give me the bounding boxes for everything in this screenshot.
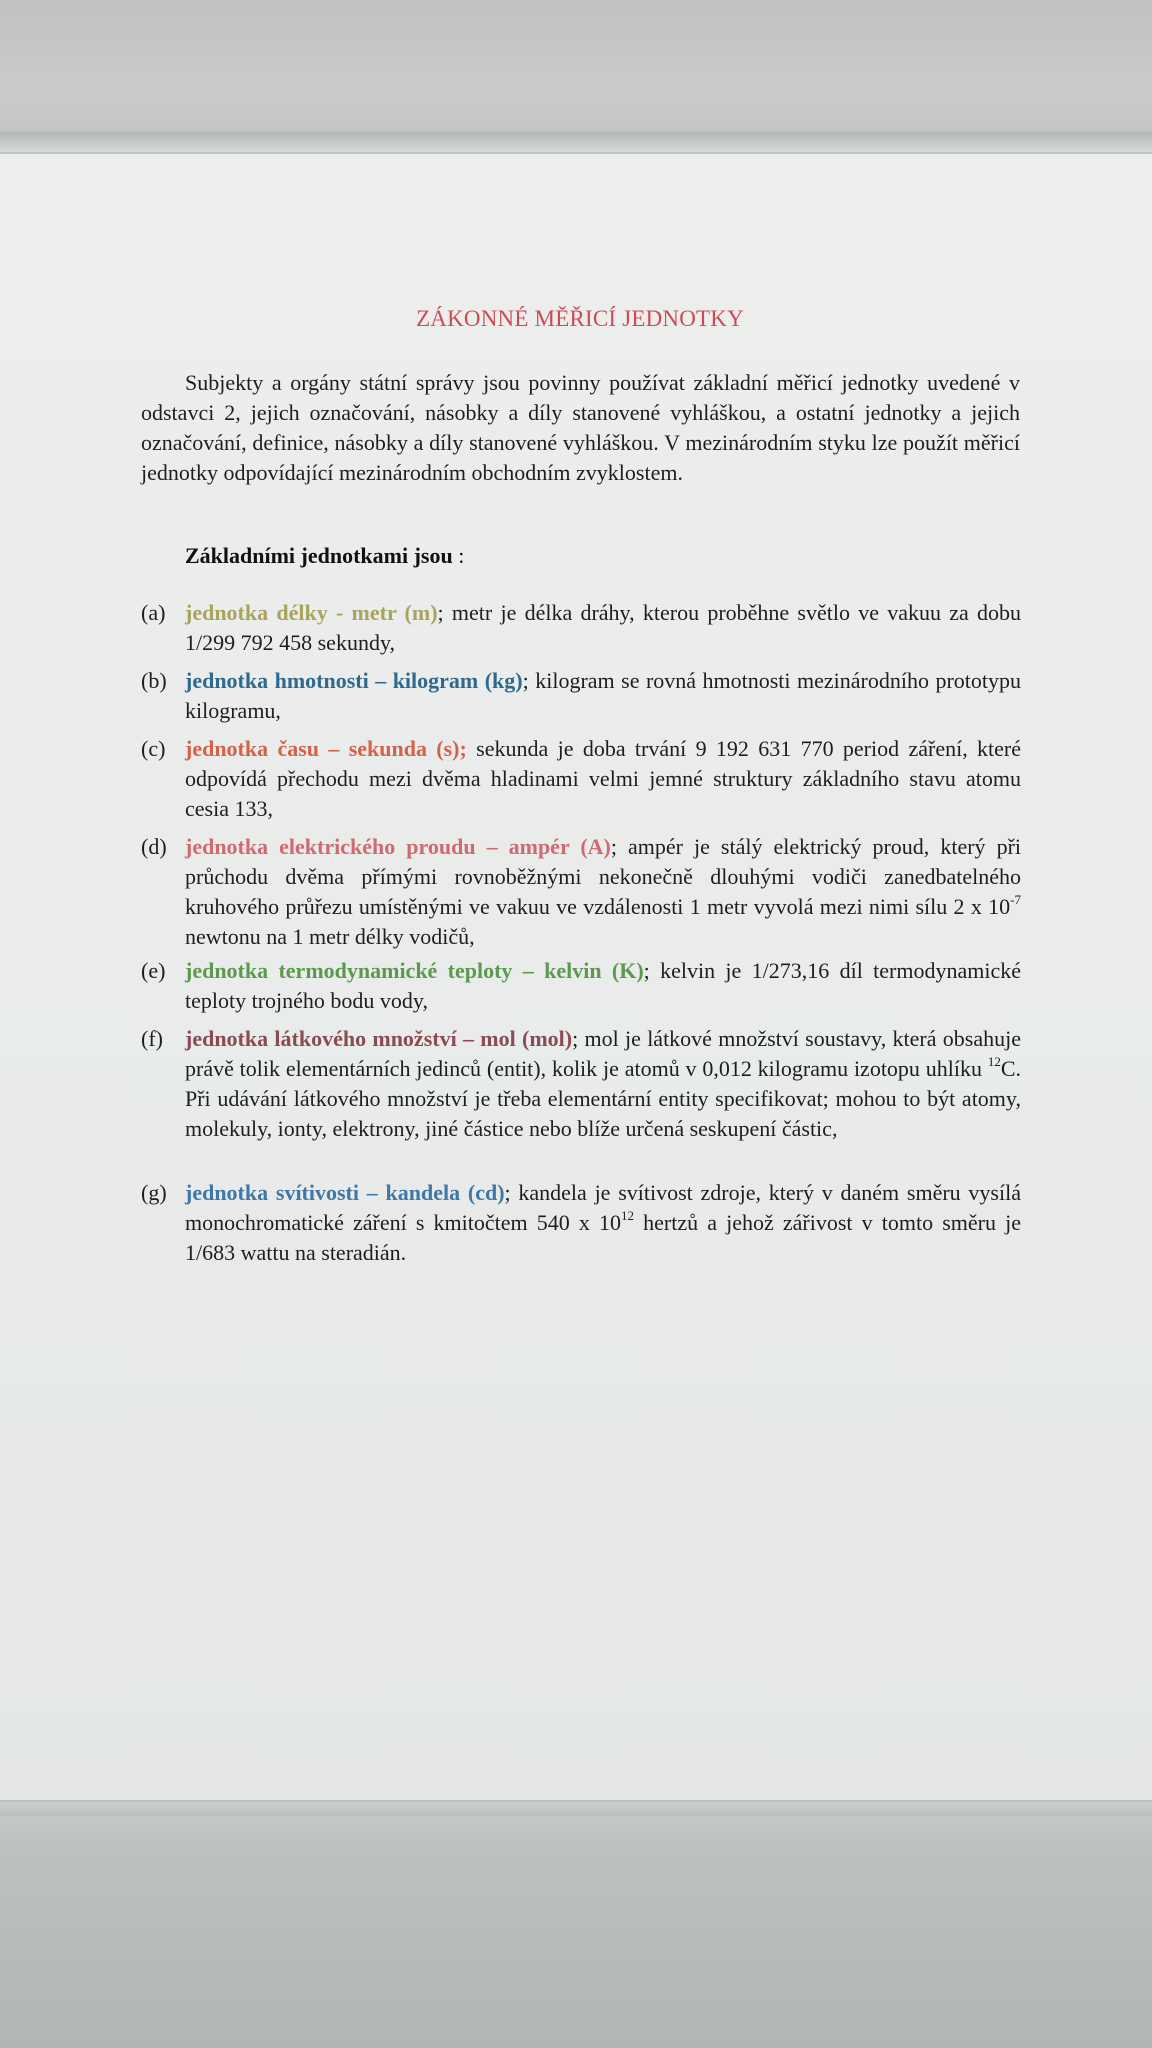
frame-bottom-edge [0,1800,1152,1816]
document-sheet [0,154,1152,1800]
item-marker: (b) [141,668,167,693]
item-body [185,832,1021,952]
background-top [0,0,1152,150]
item-body [185,1024,1021,1144]
item-body [185,734,1021,824]
unit-item-current [141,832,1021,952]
unit-definition-luminous-end: hertzů a jehož zářivost v tomto směru je 1/683 wattu na steradián. [185,1210,1021,1265]
item-marker: (e) [141,958,166,983]
exponent: 12 [987,1053,1001,1069]
unit-item-luminous [141,1178,1021,1268]
unit-name-time: jednotka času – sekunda (s); [185,736,467,761]
unit-name-amount: jednotka látkového množství – mol (mol) [185,1026,573,1051]
unit-definition-temperature: ; kelvin je 1/273,16 díl termodynamické teploty trojného bodu vody, [185,958,1021,1013]
item-marker: (g) [141,1180,167,1205]
exponent: 12 [620,1207,634,1223]
unit-definition-length: ; metr je délka dráhy, kterou proběhne světlo ve vakuu za dobu 1/299 792 458 sekundy, [185,600,1022,655]
background-bottom [0,1800,1152,2048]
unit-name-current: jednotka elektrického proudu – ampér (A) [185,834,611,859]
item-body [185,598,1021,658]
unit-item-time [141,734,1021,824]
subheading-text: Základními jednotkami jsou [185,543,453,568]
item-marker: (c) [141,736,166,761]
unit-item-length [141,598,1021,658]
unit-definition-luminous: ; kandela je svítivost zdroje, který v daném směru vysílá monochromatické záření s kmitočtem 540 x 10 [185,1180,1021,1235]
unit-definition-time: sekunda je doba trvání 9 192 631 770 period záření, které odpovídá přechodu mezi dvěma hladinami velmi jemné struktury základního stavu atomu cesia 133, [185,736,1021,821]
subheading [185,543,464,569]
unit-name-length: jednotka délky - metr (m) [185,600,438,625]
unit-name-luminous: jednotka svítivosti – kandela (cd) [185,1180,505,1205]
unit-name-temperature: jednotka termodynamické teploty – kelvin (K) [185,958,644,983]
item-marker: (a) [141,600,166,625]
unit-definition-current: ; ampér je stálý elektrický proud, který při průchodu dvěma přímými rovnoběžnými nekonečně dlouhými vodiči zanedbatelného kruhového průřezu umístěnými ve vakuu ve vzdálenosti 1 metr vyvolá mezi nimi sílu 2 x 10 [185,834,1022,919]
unit-definition-mass: ; kilogram se rovná hmotnosti mezinárodního prototypu kilogramu, [185,668,1021,723]
item-marker: (d) [141,834,167,859]
item-body [185,956,1021,1016]
document-title: ZÁKONNÉ MĚŘICÍ JEDNOTKY [416,306,744,331]
unit-definition-current-end: newtonu na 1 metr délky vodičů, [185,924,475,949]
intro-paragraph: Subjekty a orgány státní správy jsou povinny používat základní měřicí jednotky uvedené v odstavci 2, jejich označování, násobky a díly stanovené vyhláškou, a ostatní jednotky a jejich označování, definice, násobky a díly stanovené vyhláškou. V mezinárodním styku lze použít měřicí jednotky odpovídající mezinárodním obchodním zvyklostem. [141,370,1020,485]
unit-name-mass: jednotka hmotnosti – kilogram (kg) [185,668,523,693]
item-marker: (f) [141,1026,163,1051]
exponent: -7 [1010,891,1021,907]
unit-definition-amount-end: C. Při udávání látkového množství je třeba elementární entity specifikovat; mohou to být atomy, molekuly, ionty, elektrony, jiné částice nebo blíže určená seskupení částic, [185,1056,1021,1141]
subheading-colon: : [458,543,465,568]
unit-definition-amount: ; mol je látkové množství soustavy, která obsahuje právě tolik elementárních jedinců (entit), kolik je atomů v 0,012 kilogramu izotopu uhlíku [185,1026,1022,1081]
frame-top-edge [0,132,1152,152]
item-body [185,1178,1021,1268]
item-body [185,666,1021,726]
unit-item-mass [141,666,1021,726]
unit-item-temperature [141,956,1021,1016]
unit-item-amount [141,1024,1021,1144]
